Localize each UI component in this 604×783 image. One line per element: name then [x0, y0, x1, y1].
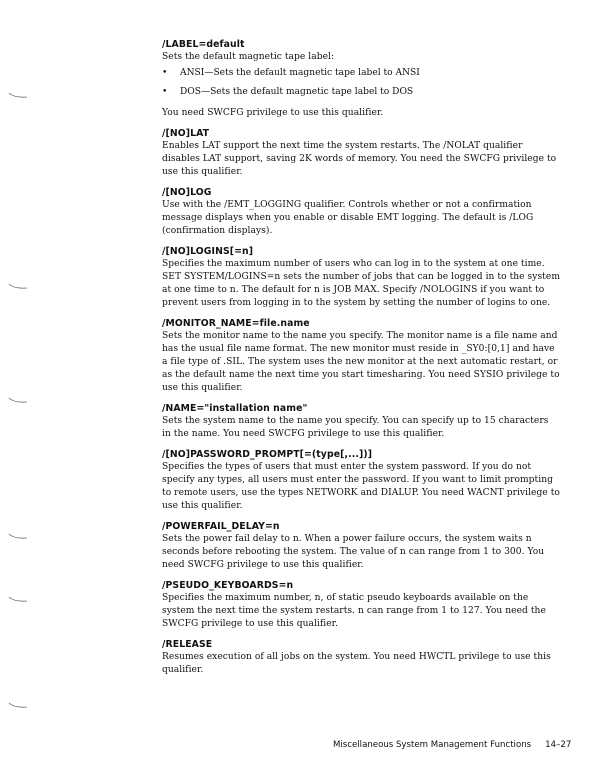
qualifier-monitor-name	[162, 317, 560, 395]
qualifier-heading: /[NO]LOGINS[=n]	[162, 246, 254, 257]
qualifier-description: Resumes execution of all jobs on the system. You need HWCTL privilege to use this qualifier.	[162, 652, 551, 675]
margin-mark	[8, 283, 28, 291]
qualifier-description: Sets the monitor name to the name you specify. The monitor name is a file name and has the usual file name format. The new monitor must reside in _SY0:[0,1] and have a file type of .SIL. The system uses the new monitor at the next automatic restart, or as the default name the next time you start timesharing. You need SYSIO privilege to use this qualifier.	[162, 331, 560, 393]
margin-mark	[8, 533, 28, 541]
qualifier-description: Use with the /EMT_LOGGING qualifier. Controls whether or not a confirmation message displays when you enable or disable EMT logging. The default is /LOG (confirmation displays).	[162, 200, 534, 236]
bullet-icon: •	[162, 68, 168, 78]
qualifier-heading: /LABEL=default	[162, 39, 245, 50]
qualifier-description: Specifies the maximum number of users who can log in to the system at one time. SET SYSTEM/LOGINS=n sets the number of jobs that can be logged in to the system at one time to n. The default for n is JOB MAX. Specify /NOLOGINS if you want to prevent users from logging in to the system by setting the number of logins to one.	[162, 259, 560, 308]
list-item	[162, 86, 560, 99]
margin-mark	[8, 596, 28, 604]
qualifier-description: Specifies the types of users that must enter the system password. If you do not specify any types, all users must enter the password. If you want to limit prompting to remote users, use the types NETWORK and DIALUP. You need WACNT privilege to use this qualifier.	[162, 462, 560, 511]
page-footer	[333, 740, 571, 750]
qualifier-list	[162, 38, 560, 684]
qualifier-name	[162, 402, 560, 441]
qualifier-description: Sets the power fail delay to n. When a power failure occurs, the system waits n seconds before rebooting the system. The value of n can range from 1 to 300. You need SWCFG privilege to use this qualifier.	[162, 534, 545, 570]
page-number: 14–27	[545, 740, 572, 750]
qualifier-note: You need SWCFG privilege to use this qualifier.	[162, 108, 384, 118]
list-item-text: DOS—Sets the default magnetic tape label to DOS	[180, 87, 414, 97]
qualifier-heading: /RELEASE	[162, 639, 213, 650]
margin-mark	[8, 397, 28, 405]
qualifier-description: Enables LAT support the next time the system restarts. The /NOLAT qualifier disables LAT support, saving 2K words of memory. You need the SWCFG privilege to use this qualifier.	[162, 141, 557, 177]
qualifier-logins	[162, 245, 560, 310]
margin-mark	[8, 702, 28, 710]
list-item	[162, 67, 560, 80]
qualifier-lat	[162, 127, 560, 179]
qualifier-heading: /PSEUDO_KEYBOARDS=n	[162, 580, 294, 591]
qualifier-description: Sets the system name to the name you specify. You can specify up to 15 characters in the name. You need SWCFG privilege to use this qualifier.	[162, 416, 549, 439]
qualifier-heading: /NAME="installation name"	[162, 403, 308, 414]
qualifier-pseudo-keyboards	[162, 579, 560, 631]
bullet-icon: •	[162, 87, 168, 97]
qualifier-heading: /MONITOR_NAME=file.name	[162, 318, 310, 329]
qualifier-password-prompt	[162, 448, 560, 513]
qualifier-log	[162, 186, 560, 238]
qualifier-heading: /[NO]PASSWORD_PROMPT[=(type[,...])]	[162, 449, 373, 460]
qualifier-powerfail-delay	[162, 520, 560, 572]
footer-title: Miscellaneous System Management Functions	[333, 740, 532, 750]
list-item-text: ANSI—Sets the default magnetic tape label to ANSI	[180, 68, 420, 78]
qualifier-heading: /POWERFAIL_DELAY=n	[162, 521, 280, 532]
margin-mark	[8, 92, 28, 100]
qualifier-description: Sets the default magnetic tape label:	[162, 52, 335, 62]
qualifier-label	[162, 38, 560, 120]
qualifier-description: Specifies the maximum number, n, of static pseudo keyboards available on the system the next time the system restarts. n can range from 1 to 127. You need the SWCFG privilege to use this qualifier.	[162, 593, 546, 629]
qualifier-release	[162, 638, 560, 677]
qualifier-heading: /[NO]LAT	[162, 128, 210, 139]
qualifier-heading: /[NO]LOG	[162, 187, 212, 198]
bullet-list	[162, 67, 560, 99]
